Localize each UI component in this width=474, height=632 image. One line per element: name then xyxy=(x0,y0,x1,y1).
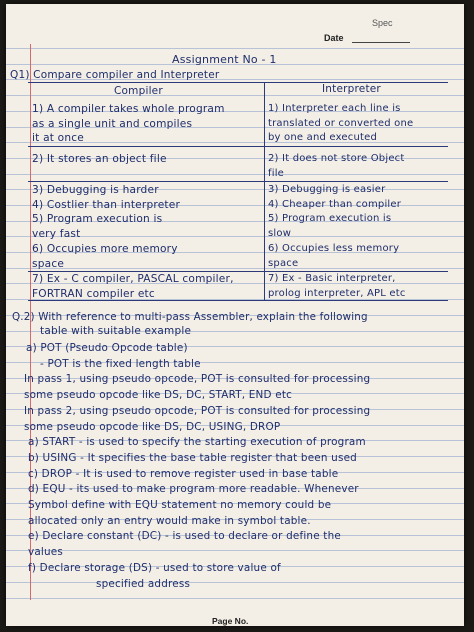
q2-answer-line: some pseudo opcode like DS, DC, START, END etc xyxy=(24,389,293,401)
col-right-heading: Interpreter xyxy=(322,83,381,95)
table-cell-left-line: 5) Program execution is xyxy=(32,213,163,225)
q2-answer-line: some pseudo opcode like DS, DC, USING, DROP xyxy=(24,421,281,433)
q2-answer-line: b) USING - It specifies the base table register that been used xyxy=(28,452,357,464)
table-cell-right-line: slow xyxy=(268,228,292,239)
table-cell-left-line: 7) Ex - C compiler, PASCAL compiler, xyxy=(32,273,234,285)
table-cell-right-line: 6) Occupies less memory xyxy=(268,243,400,254)
q2-answer-line: Symbol define with EQU statement no memory could be xyxy=(28,499,332,511)
notebook-page xyxy=(6,4,464,626)
q2-answer-line: c) DROP - It is used to remove register used in base table xyxy=(28,468,339,480)
table-cell-left-line: as a single unit and compiles xyxy=(32,118,193,130)
table-cell-left-line: FORTRAN compiler etc xyxy=(32,288,155,300)
ruled-line xyxy=(6,598,464,599)
ruled-line xyxy=(6,550,464,551)
q1-prompt: Q1) Compare compiler and Interpreter xyxy=(10,69,220,81)
q2-answer-line: values xyxy=(28,546,63,558)
table-cell-right-line: 2) It does not store Object xyxy=(268,153,405,164)
table-cell-left-line: 6) Occupies more memory xyxy=(32,243,178,255)
table-cell-left-line: 4) Costlier than interpreter xyxy=(32,199,181,211)
q2-prompt-line-2: table with suitable example xyxy=(40,325,192,337)
assignment-title: Assignment No - 1 xyxy=(172,53,277,66)
table-cell-left-line: space xyxy=(32,258,65,270)
q2-answer-line: allocated only an entry would make in symbol table. xyxy=(28,515,311,527)
table-cell-left-line: 2) It stores an object file xyxy=(32,153,167,165)
table-cell-right-line: 5) Program execution is xyxy=(268,213,392,224)
table-row-separator xyxy=(28,181,448,182)
q2-answer-line: a) START - is used to specify the starting execution of program xyxy=(28,436,366,448)
ruled-line xyxy=(6,95,464,96)
page-number-label: Page No. xyxy=(212,616,249,626)
q2-answer-line: a) POT (Pseudo Opcode table) xyxy=(26,342,188,354)
table-row-separator xyxy=(28,146,448,147)
table-cell-right-line: translated or converted one xyxy=(268,118,414,129)
table-cell-left-line: it at once xyxy=(32,132,85,144)
q2-answer-line: f) Declare storage (DS) - used to store value of xyxy=(28,562,281,574)
table-cell-right-line: 4) Cheaper than compiler xyxy=(268,199,402,210)
q2-answer-line: In pass 1, using pseudo opcode, POT is consulted for processing xyxy=(24,373,371,385)
q2-prompt-line-1: Q.2) With reference to multi-pass Assembler, explain the following xyxy=(12,311,368,323)
table-cell-right-line: space xyxy=(268,258,299,269)
top-right-note: Spec xyxy=(372,18,393,28)
q2-answer-line: e) Declare constant (DC) - is used to declare or define the xyxy=(28,530,341,542)
table-cell-right-line: by one and executed xyxy=(268,132,378,143)
table-cell-right-line: 1) Interpreter each line is xyxy=(268,103,401,114)
q2-answer-line: In pass 2, using pseudo opcode, POT is consulted for processing xyxy=(24,405,371,417)
ruled-line xyxy=(6,48,464,49)
date-label: Date xyxy=(324,33,344,43)
table-cell-right-line: 7) Ex - Basic interpreter, xyxy=(268,273,396,284)
q2-answer-line: d) EQU - its used to make program more readable. Whenever xyxy=(28,483,359,495)
ruled-line xyxy=(6,174,464,175)
ruled-line xyxy=(6,582,464,583)
table-cell-left-line: 1) A compiler takes whole program xyxy=(32,103,225,115)
table-cell-right-line: 3) Debugging is easier xyxy=(268,184,386,195)
ruled-line xyxy=(6,268,464,269)
q2-answer-line: specified address xyxy=(96,578,191,590)
date-underline xyxy=(352,42,410,43)
table-cell-right-line: file xyxy=(268,168,285,179)
table-top-border xyxy=(28,82,448,83)
q2-answer-line: - POT is the fixed length table xyxy=(40,358,201,370)
table-cell-left-line: very fast xyxy=(32,228,81,240)
table-cell-left-line: 3) Debugging is harder xyxy=(32,184,159,196)
table-bottom-border xyxy=(28,300,448,301)
col-left-heading: Compiler xyxy=(114,85,163,97)
table-cell-right-line: prolog interpreter, APL etc xyxy=(268,288,406,299)
table-column-divider xyxy=(264,82,265,300)
table-row-separator xyxy=(28,271,448,272)
